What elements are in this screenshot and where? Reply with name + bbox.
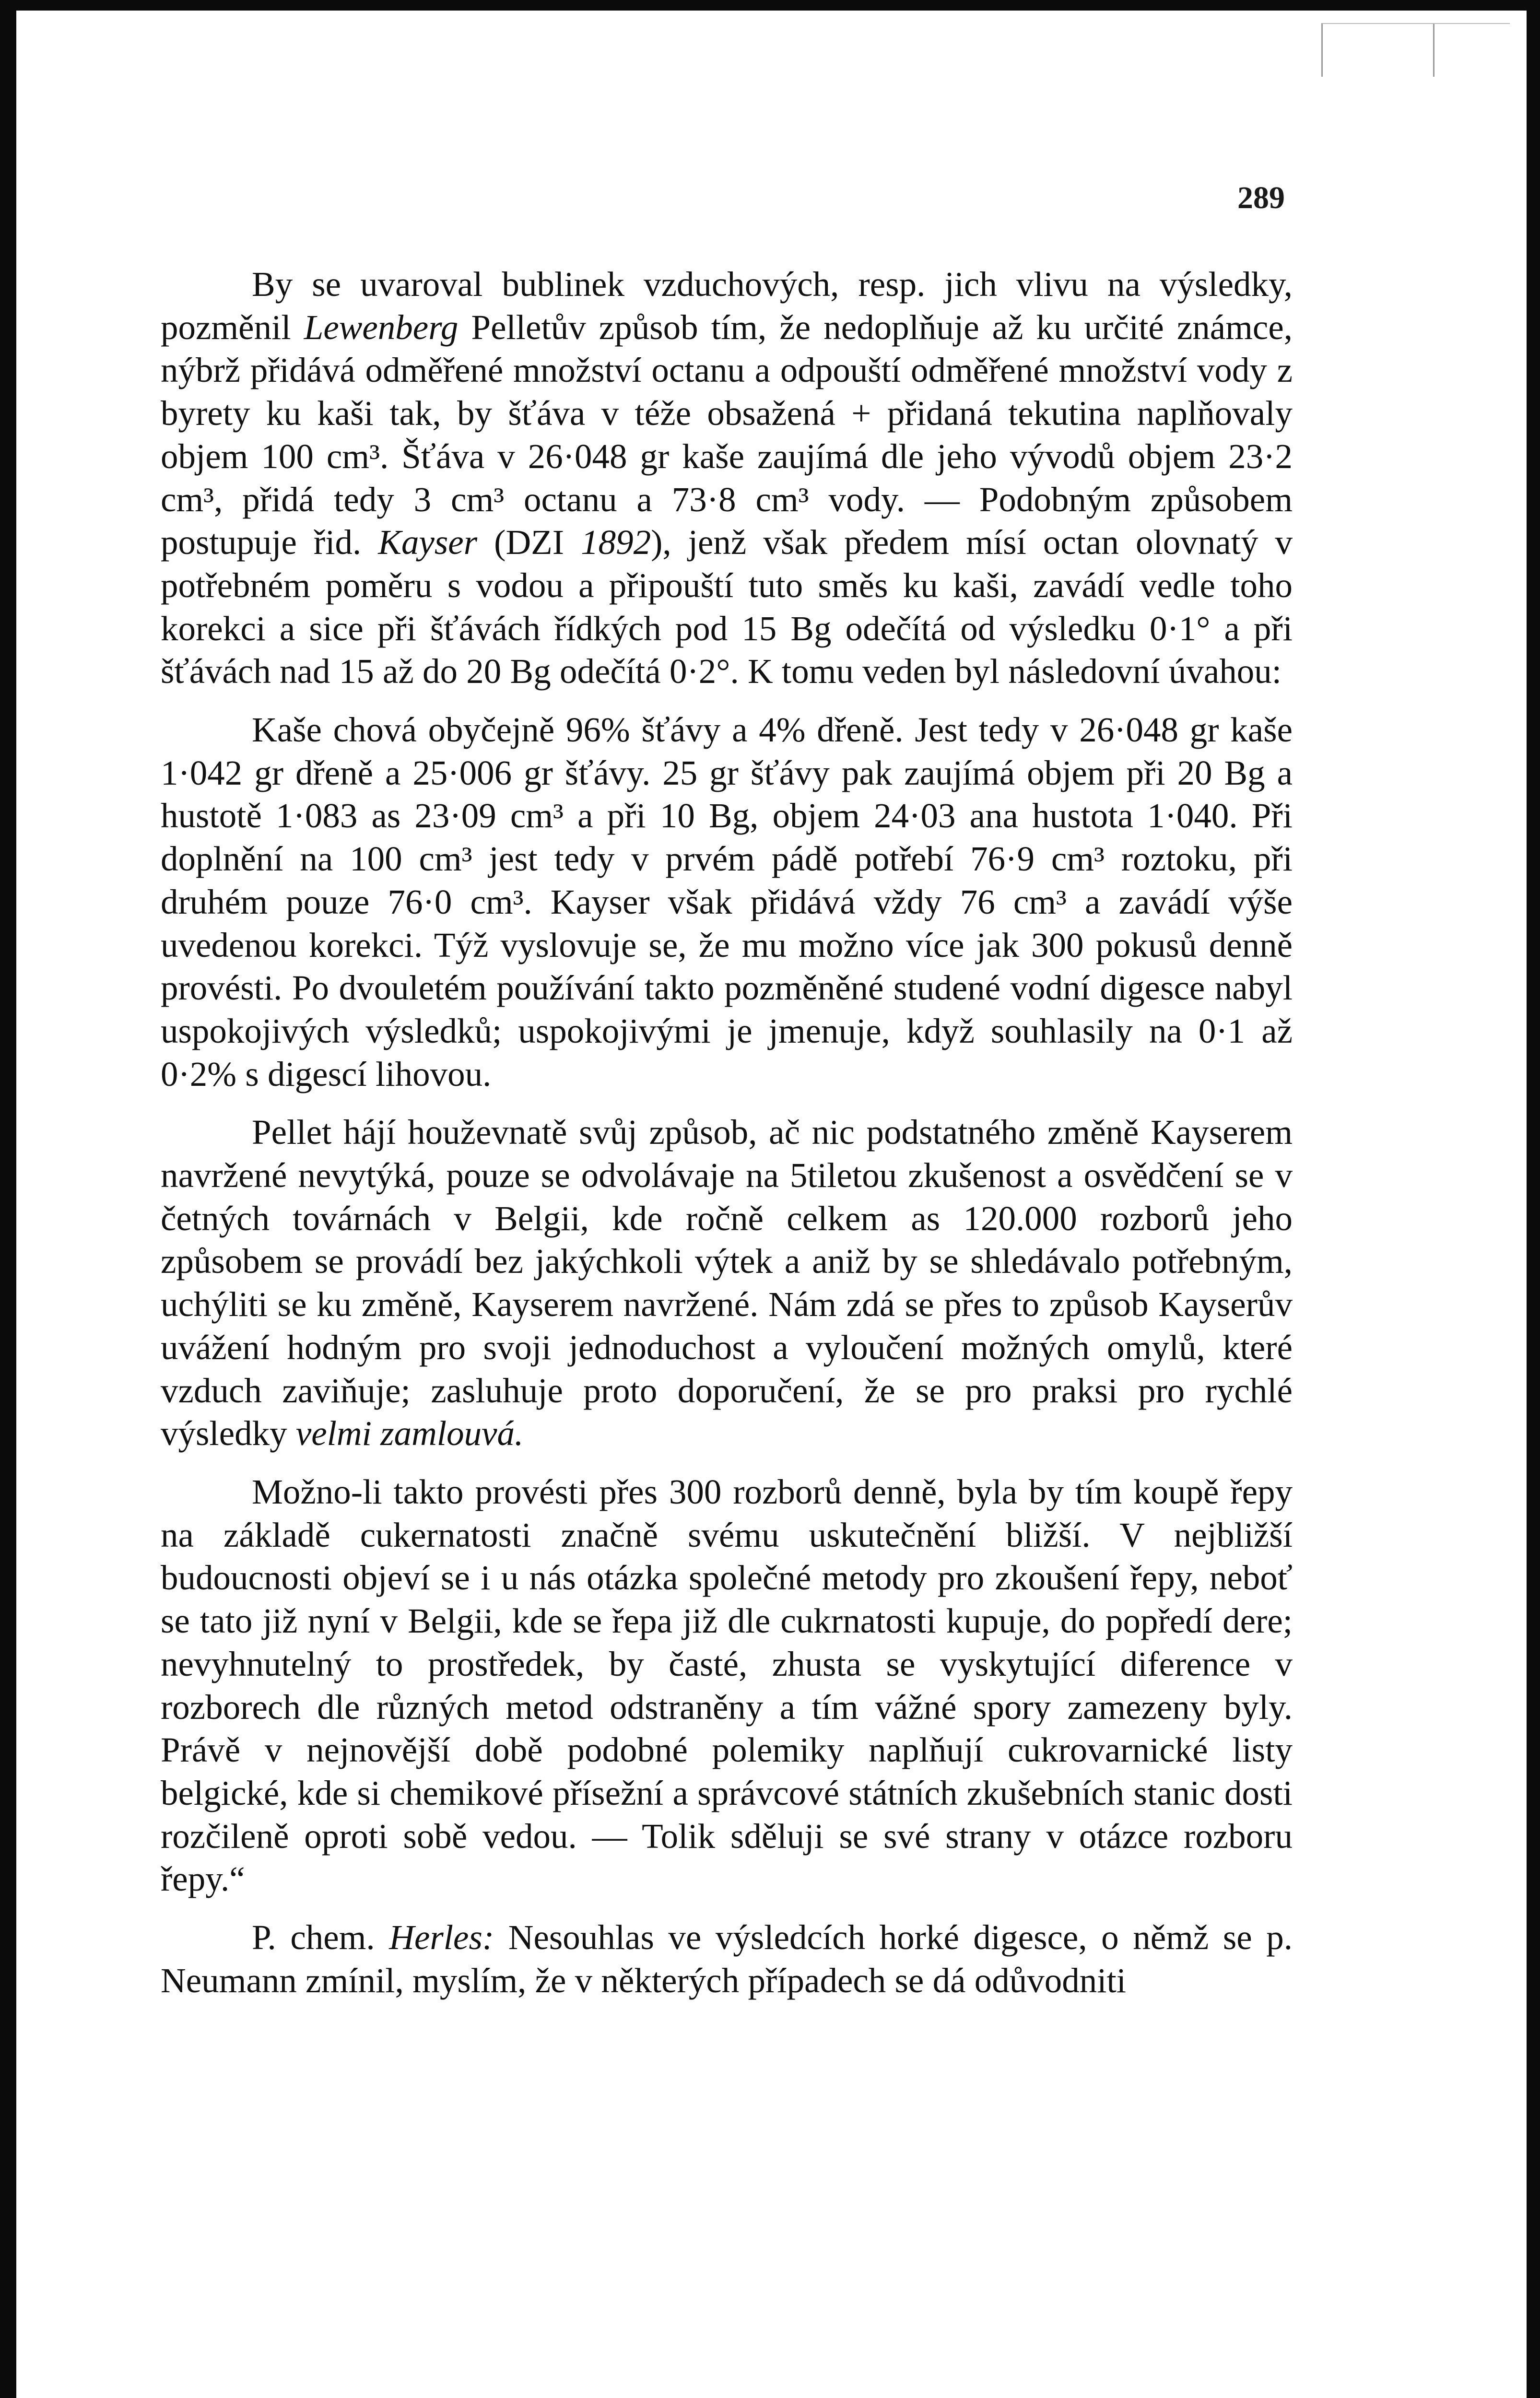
text-segment: P. chem. <box>252 1918 389 1957</box>
italic-text-segment: Kayser <box>378 523 478 562</box>
text-segment: By se uvaroval bublinek vzduchových, resp. jich vlivu na výsledky, pozměnil <box>161 265 1293 347</box>
scan-border-right <box>1527 0 1540 2398</box>
paragraph-2 <box>161 708 1293 1095</box>
page-number: 289 <box>1237 180 1285 215</box>
text-segment: Možno-li takto provésti přes 300 rozborů denně, byla by tím koupě řepy na základě cukernatosti značně svému uskutečnění bližší. V nejbližší budoucnosti objeví se i u nás otázka společné metody pro zkoušení řepy, neboť se tato již nyní v Belgii, kde se řepa již dle cukrnatosti kupuje, do popředí dere; nevyhnutelný to prostředek, by časté, zhusta se vyskytující diference v rozborech dle různých metod odstraněny a tím vážné spory zamezeny byly. Právě v nejnovější době podobné polemiky naplňují cukrovarnické listy belgické, kde si chemikové přísežní a správcové státních zkušebních stanic dosti rozčileně oproti sobě vedou. — Tolik sděluji se své strany v otázce rozboru řepy.“ <box>161 1472 1293 1899</box>
italic-text-segment: Herles: <box>389 1918 494 1957</box>
text-segment: Pellet hájí houževnatě svůj způsob, ač nic podstatného změně Kayserem navržené nevytýká, pouze se odvolávaje na 5tiletou zkušenost a osvědčení se v četných továrnách v Belgii, kde ročně celkem as 120.000 rozborů jeho způsobem se provádí bez jakýchkoli výtek a aniž by se shledávalo potřebným, uchýliti se ku změně, Kayserem navržené. Nám zdá se přes to způsob Kayserův uvážení hodným pro svoji jednoduchost a vyloučení možných omylů, které vzduch zaviňuje; zasluhuje proto doporučení, že se pro praksi pro rychlé výsledky <box>161 1113 1293 1453</box>
text-segment: (DZI <box>477 523 581 562</box>
italic-text-segment: 1892 <box>581 523 651 562</box>
paragraph-5 <box>161 1916 1293 2002</box>
paragraph-3 <box>161 1111 1293 1455</box>
corner-registration-mark <box>1321 23 1510 77</box>
body-text <box>161 263 1293 2002</box>
scan-border-left <box>0 0 16 2398</box>
italic-text-segment: Lewenberg <box>304 307 458 347</box>
paragraph-4 <box>161 1470 1293 1901</box>
italic-text-segment: velmi zamlouvá. <box>295 1414 524 1453</box>
text-segment: Kaše chová obyčejně 96% šťávy a 4% dřeně. Jest tedy v 26·048 gr kaše 1·042 gr dřeně a 25·006 gr šťávy. 25 gr šťávy pak zaujímá objem při 20 Bg a hustotě 1·083 as 23·09 cm³ a při 10 Bg, objem 24·03 ana hustota 1·040. Při doplnění na 100 cm³ jest tedy v prvém pádě potřebí 76·9 cm³ roztoku, při druhém pouze 76·0 cm³. Kayser však přidává vždy 76 cm³ a zavádí výše uvedenou korekci. Týž vyslovuje se, že mu možno více jak 300 pokusů denně provésti. Po dvouletém používání takto pozměněné studené vodní digesce nabyl uspokojivých výsledků; uspokojivými je jmenuje, když souhlasily na 0·1 až 0·2% s digescí lihovou. <box>161 710 1293 1093</box>
text-segment: Pelletův způsob tím, že nedoplňuje až ku určité známce, nýbrž přidává odměřené množství octanu a odpouští odměřené množství vody z byrety ku kaši tak, by šťáva v téže obsažená + přidaná tekutina naplňovaly objem 100 cm³. Šťáva v 26·048 gr kaše zaujímá dle jeho vývodů objem 23·2 cm³, přidá tedy 3 cm³ octanu a 73·8 cm³ vody. — Podobným způsobem postupuje řid. <box>161 307 1293 562</box>
scan-border-top <box>0 0 1540 11</box>
paragraph-1 <box>161 263 1293 693</box>
text-segment: ), jenž však předem mísí octan olovnatý v potřebném poměru s vodou a připouští tuto směs ku kaši, zavádí vedle toho korekci a sice při šťávách řídkých pod 15 Bg odečítá od výsledku 0·1° a při šťávách nad 15 až do 20 Bg odečítá 0·2°. K tomu veden byl následovní úvahou: <box>161 523 1293 691</box>
text-segment: Nesouhlas ve výsledcích horké digesce, o němž se p. Neumann zmínil, myslím, že v některých případech se dá odůvodniti <box>161 1918 1293 2000</box>
